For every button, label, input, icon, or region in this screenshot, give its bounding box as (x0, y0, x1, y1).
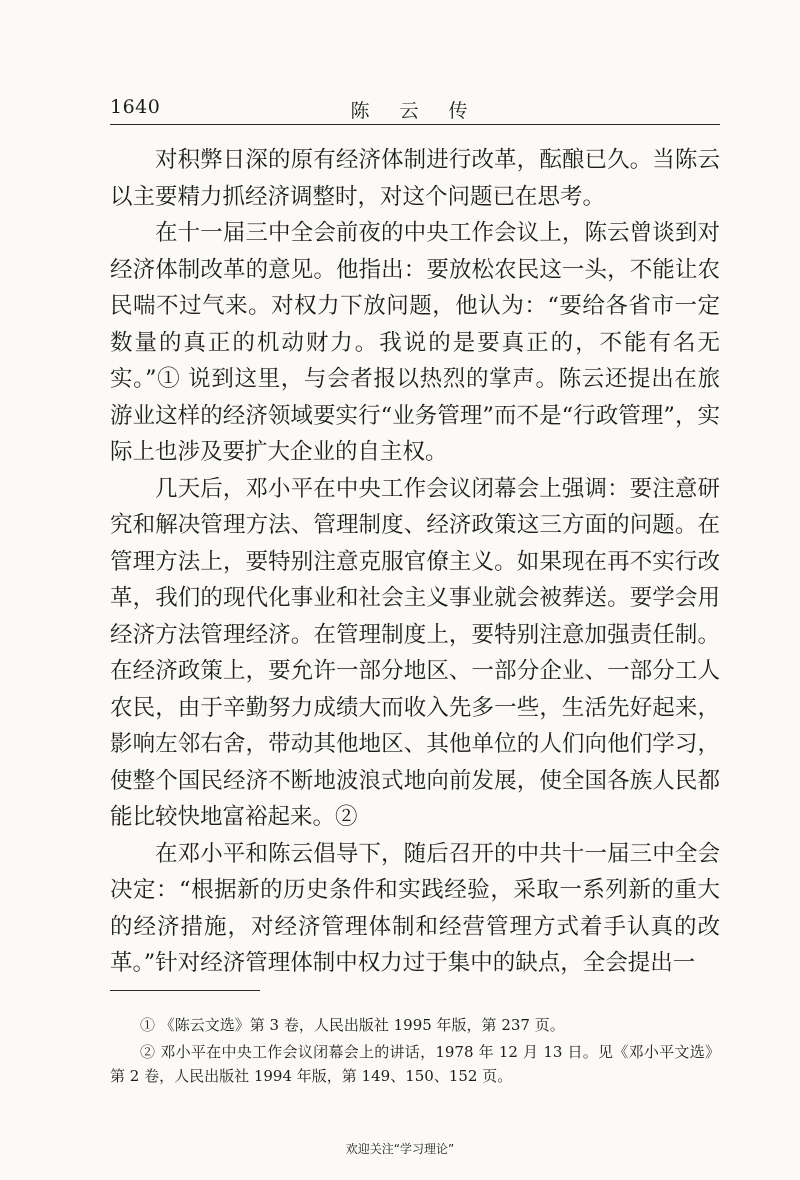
paragraph: 几天后，邓小平在中央工作会议闭幕会上强调：要注意研究和解决管理方法、管理制度、经济政策这三方面的问题。在管理方法上，要特别注意克服官僚主义。如果现在再不实行改革，我们的现代化事业和社会主义事业就会被葬送。要学会用经济方法管理经济。在管理制度上，要特别注意加强责任制。在经济政策上，要允许一部分地区、一部分企业、一部分工人农民，由于辛勤努力成绩大而收入先多一些，生活先好起来，影响左邻右舍，带动其他地区、其他单位的人们向他们学习，使整个国民经济不断地波浪式地向前发展，使全国各族人民都能比较快地富裕起来。② (110, 475, 720, 830)
paragraph: 对积弊日深的原有经济体制进行改革，酝酿已久。当陈云以主要精力抓经济调整时，对这个问题已在思考。 (110, 147, 720, 210)
body-text (110, 142, 720, 982)
footnote: ② 邓小平在中央工作会议闭幕会上的讲话，1978 年 12 月 13 日。见《邓小平文选》第 2 卷，人民出版社 1994 年版，第 149、150、152 页。 (110, 1043, 720, 1085)
paragraph: 在邓小平和陈云倡导下，随后召开的中共十一届三中全会决定：“根据新的历史条件和实践经验，采取一系列新的重大的经济措施，对经济管理体制和经营管理方式着手认真的改革。”针对经济管理体制中权力过于集中的缺点，全会提出一 (110, 840, 720, 976)
page-number: 1640 (110, 96, 161, 118)
running-header (110, 94, 720, 125)
footnote-divider (110, 990, 260, 991)
running-title: 陈 云 传 (350, 100, 480, 122)
paragraph: 在十一届三中全会前夜的中央工作会议上，陈云曾谈到对经济体制改革的意见。他指出：要放松农民这一头，不能让农民喘不过气来。对权力下放问题，他认为：“要给各省市一定数量的真正的机动财力。我说的是要真正的，不能有名无实。”① 说到这里，与会者报以热烈的掌声。陈云还提出在旅游业这样的经济领域要实行“业务管理”而不是“行政管理”，实际上也涉及要扩大企业的自主权。 (110, 220, 720, 465)
footer-note: 欢迎关注“学习理论” (345, 1142, 455, 1156)
footnote: ① 《陈云文选》第 3 卷，人民出版社 1995 年版，第 237 页。 (140, 1016, 565, 1034)
footnotes (110, 1013, 720, 1091)
